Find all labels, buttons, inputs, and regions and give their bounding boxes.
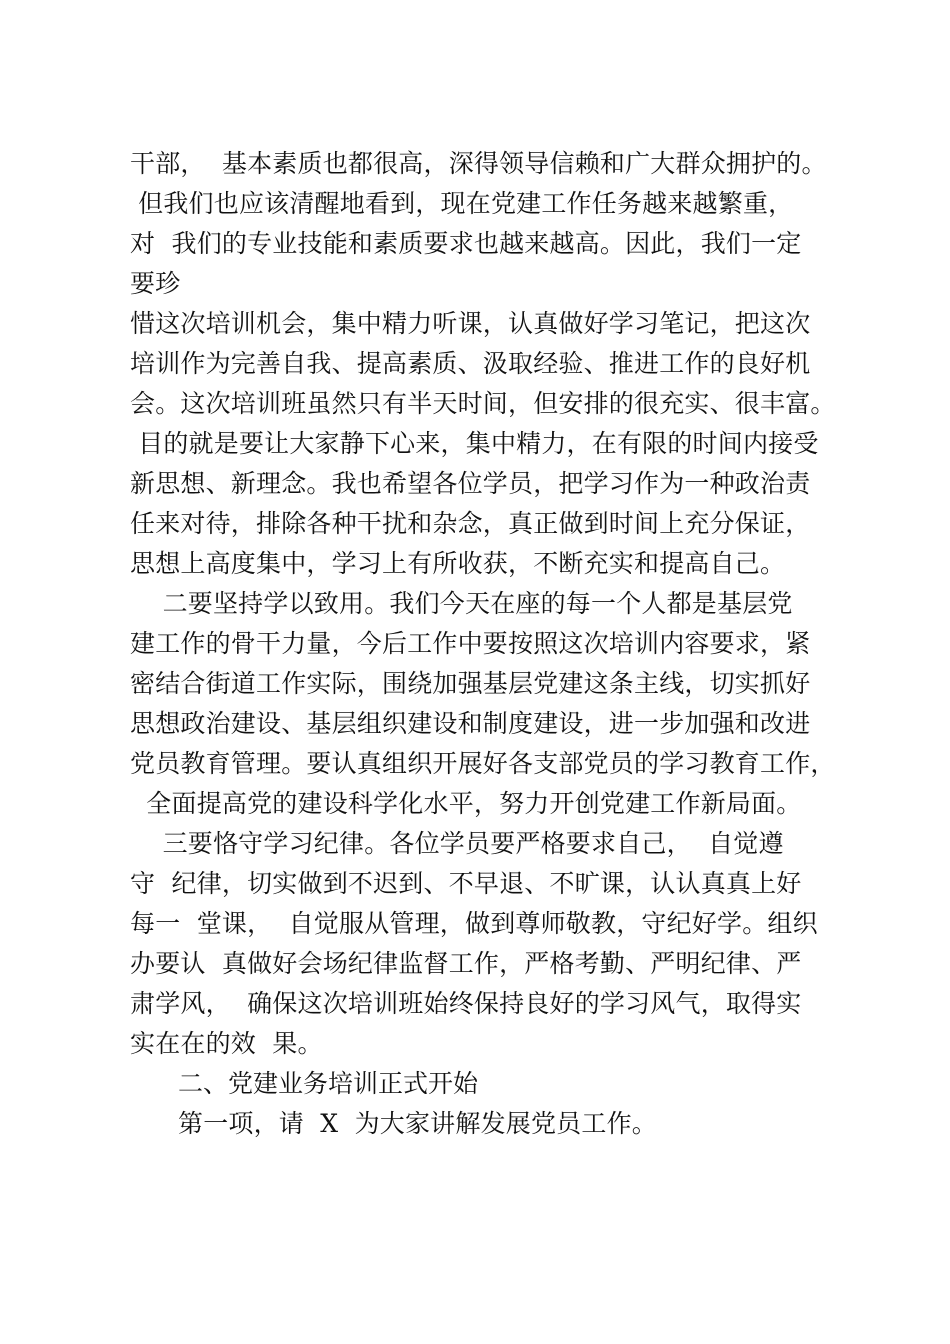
text-line: 密结合街道工作实际，围绕加强基层党建这条主线，切实抓好 xyxy=(130,669,811,698)
text-line: 对 我们的专业技能和素质要求也越来越高。因此，我们一定 xyxy=(130,229,802,258)
text-line: 思想上高度集中，学习上有所收获，不断充实和提高自己。 xyxy=(130,549,786,578)
text-line: 但我们也应该清醒地看到，现在党建工作任务越来越繁重， xyxy=(130,189,794,218)
text-line: 每一 堂课， 自觉服从管理，做到尊师敬教，守纪好学。组织 xyxy=(130,909,818,938)
text-line: 实在在的效 果。 xyxy=(130,1029,323,1058)
text-line: 培训作为完善自我、提高素质、汲取经验、推进工作的良好机 xyxy=(130,349,811,378)
text-line: 建工作的骨干力量，今后工作中要按照这次培训内容要求，紧 xyxy=(130,629,811,658)
text-line: 新思想、新理念。我也希望各位学员，把学习作为一种政治责 xyxy=(130,469,811,498)
text-line: 三要恪守学习纪律。各位学员要严格要求自己， 自觉遵 xyxy=(130,829,784,858)
text-line: 二要坚持学以致用。我们今天在座的每一个人都是基层党 xyxy=(130,589,793,618)
text-line: 全面提高党的建设科学化水平，努力开创党建工作新局面。 xyxy=(130,789,802,818)
text-line: 目的就是要让大家静下心来，集中精力，在有限的时间内接受 xyxy=(130,429,819,458)
text-line: 办要认 真做好会场纪律监督工作，严格考勤、严明纪律、严 xyxy=(130,949,802,978)
text-line: 思想政治建设、基层组织建设和制度建设，进一步加强和改进 xyxy=(130,709,811,738)
text-line: 会。这次培训班虽然只有半天时间，但安排的很充实、很丰富。 xyxy=(130,389,836,418)
text-line: 干部， 基本素质也都很高，深得领导信赖和广大群众拥护的。 xyxy=(130,149,827,178)
text-line: 第一项，请 X 为大家讲解发展党员工作。 xyxy=(178,1109,657,1138)
section-heading: 二、党建业务培训正式开始 xyxy=(178,1069,479,1098)
text-line: 要珍 xyxy=(130,269,181,298)
text-line: 任来对待，排除各种干扰和杂念，真正做到时间上充分保证， xyxy=(130,509,811,538)
text-line: 肃学风， 确保这次培训班始终保持良好的学习风气，取得实 xyxy=(130,989,802,1018)
text-line: 惜这次培训机会，集中精力听课，认真做好学习笔记，把这次 xyxy=(130,309,811,338)
text-line: 党员教育管理。要认真组织开展好各支部党员的学习教育工作， xyxy=(130,749,836,778)
text-line: 守 纪律，切实做到不迟到、不早退、不旷课，认认真真上好 xyxy=(130,869,802,898)
